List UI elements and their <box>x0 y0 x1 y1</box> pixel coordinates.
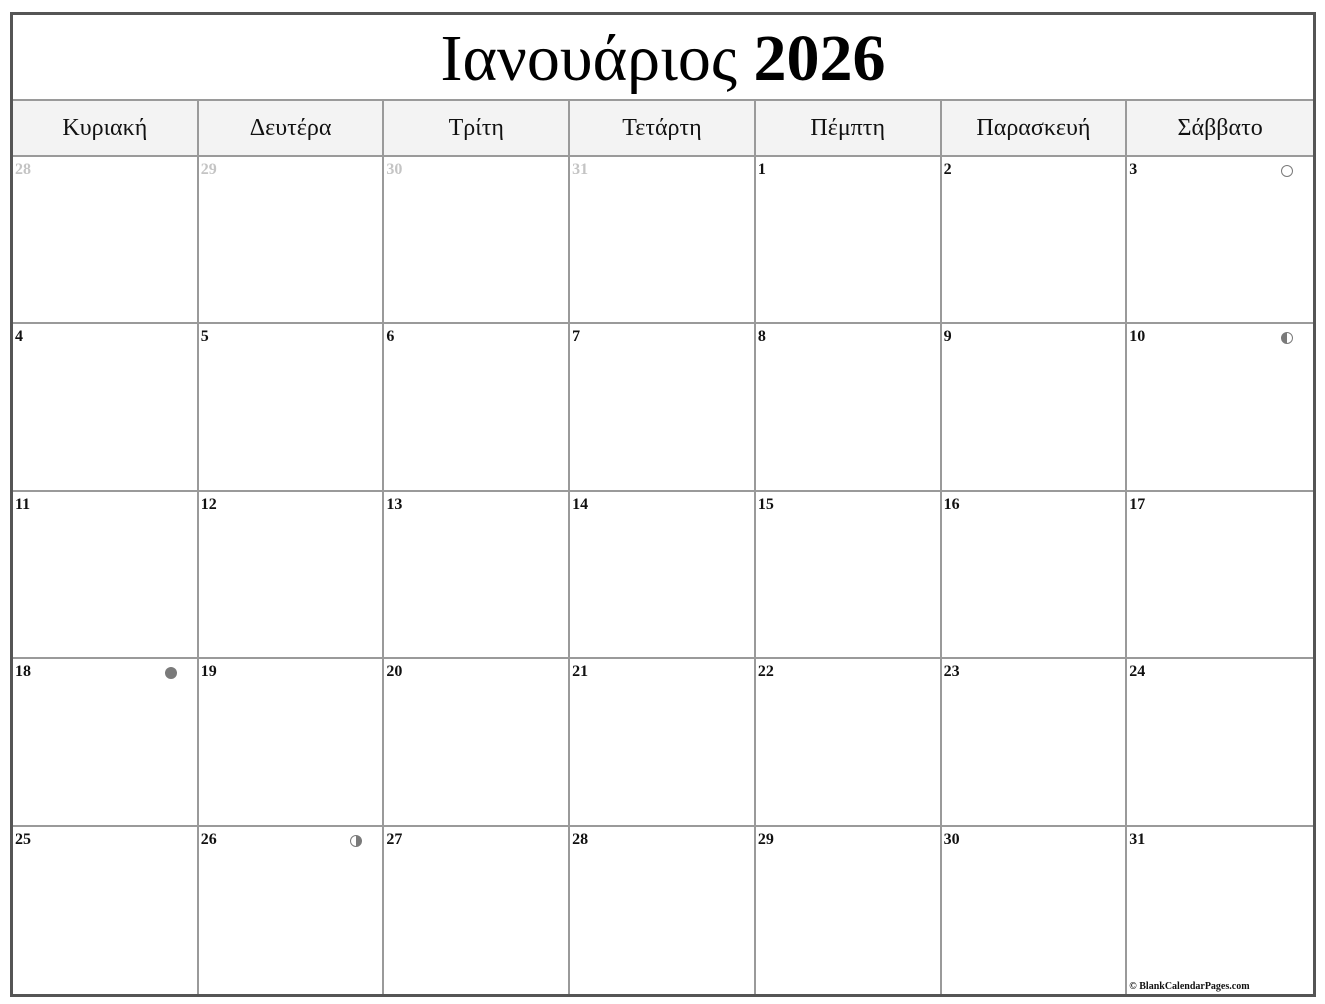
day-number: 8 <box>757 328 766 346</box>
day-number: 7 <box>572 328 581 346</box>
day-cell[interactable] <box>942 324 1128 491</box>
day-cell[interactable] <box>942 157 1128 324</box>
day-number: 9 <box>943 328 952 346</box>
day-number: 13 <box>386 495 403 513</box>
day-cell[interactable] <box>756 157 942 324</box>
weekday-wednesday: Τετάρτη <box>570 101 756 155</box>
year: 2026 <box>753 22 886 95</box>
day-number: 22 <box>757 663 774 681</box>
weekday-monday: Δευτέρα <box>199 101 385 155</box>
day-number: 29 <box>757 830 774 848</box>
day-number: 31 <box>1129 830 1146 848</box>
weekday-friday: Παρασκευή <box>942 101 1128 155</box>
day-cell[interactable] <box>13 157 199 324</box>
day-cell[interactable] <box>384 157 570 324</box>
weekday-header-row <box>13 101 1313 157</box>
day-number: 29 <box>200 161 217 178</box>
day-number: 28 <box>572 830 589 848</box>
day-cell[interactable] <box>199 827 385 994</box>
day-cell[interactable] <box>199 492 385 659</box>
day-number: 2 <box>943 161 952 178</box>
day-cell[interactable] <box>1127 157 1313 324</box>
day-number: 10 <box>1129 328 1146 346</box>
last-quarter-moon-icon <box>1281 332 1293 344</box>
day-number: 23 <box>943 663 960 681</box>
full-moon-icon <box>1281 165 1293 177</box>
day-number: 28 <box>15 161 31 178</box>
day-number: 31 <box>572 161 589 178</box>
day-number: 18 <box>15 663 31 681</box>
day-cell[interactable] <box>199 324 385 491</box>
day-number: 30 <box>943 830 960 848</box>
weekday-thursday: Πέμπτη <box>756 101 942 155</box>
day-number: 20 <box>386 663 403 681</box>
day-number: 3 <box>1129 161 1138 178</box>
day-cell[interactable] <box>570 157 756 324</box>
weekday-sunday: Κυριακή <box>13 101 199 155</box>
title-bar <box>13 15 1313 101</box>
day-cell[interactable] <box>384 659 570 826</box>
calendar <box>10 12 1316 997</box>
day-cell[interactable] <box>570 324 756 491</box>
copyright-notice: © BlankCalendarPages.com <box>1129 980 1250 992</box>
month-name: Ιανουάριος <box>440 22 737 95</box>
day-number: 11 <box>15 495 31 513</box>
day-number: 5 <box>200 328 209 346</box>
day-cell[interactable] <box>756 827 942 994</box>
day-cell[interactable] <box>13 827 199 994</box>
page-title <box>440 22 886 95</box>
day-cell[interactable] <box>1127 827 1313 994</box>
day-cell[interactable] <box>384 827 570 994</box>
day-cell[interactable] <box>942 827 1128 994</box>
day-cell[interactable] <box>756 324 942 491</box>
day-number: 15 <box>757 495 774 513</box>
day-number: 17 <box>1129 495 1146 513</box>
day-cell[interactable] <box>13 659 199 826</box>
day-cell[interactable] <box>199 157 385 324</box>
day-grid <box>13 157 1313 994</box>
day-cell[interactable] <box>756 659 942 826</box>
day-cell[interactable] <box>1127 659 1313 826</box>
day-number: 21 <box>572 663 589 681</box>
new-moon-icon <box>165 667 177 679</box>
day-cell[interactable] <box>942 659 1128 826</box>
day-number: 26 <box>200 830 217 848</box>
day-cell[interactable] <box>384 492 570 659</box>
day-cell[interactable] <box>1127 324 1313 491</box>
day-number: 14 <box>572 495 589 513</box>
day-cell[interactable] <box>1127 492 1313 659</box>
day-number: 25 <box>15 830 31 848</box>
weekday-saturday: Σάββατο <box>1177 114 1263 141</box>
day-cell[interactable] <box>13 324 199 491</box>
day-number: 30 <box>386 161 403 178</box>
day-number: 4 <box>15 328 23 346</box>
weekday-tuesday: Τρίτη <box>384 101 570 155</box>
day-cell[interactable] <box>199 659 385 826</box>
day-cell[interactable] <box>756 492 942 659</box>
day-number: 16 <box>943 495 960 513</box>
day-number: 6 <box>386 328 395 346</box>
day-cell[interactable] <box>384 324 570 491</box>
day-cell[interactable] <box>570 827 756 994</box>
day-number: 19 <box>200 663 217 681</box>
first-quarter-moon-icon <box>350 835 362 847</box>
day-number: 12 <box>200 495 217 513</box>
day-number: 24 <box>1129 663 1146 681</box>
day-cell[interactable] <box>13 492 199 659</box>
day-number: 27 <box>386 830 403 848</box>
day-cell[interactable] <box>570 659 756 826</box>
day-cell[interactable] <box>942 492 1128 659</box>
day-cell[interactable] <box>570 492 756 659</box>
day-number: 1 <box>757 161 766 178</box>
